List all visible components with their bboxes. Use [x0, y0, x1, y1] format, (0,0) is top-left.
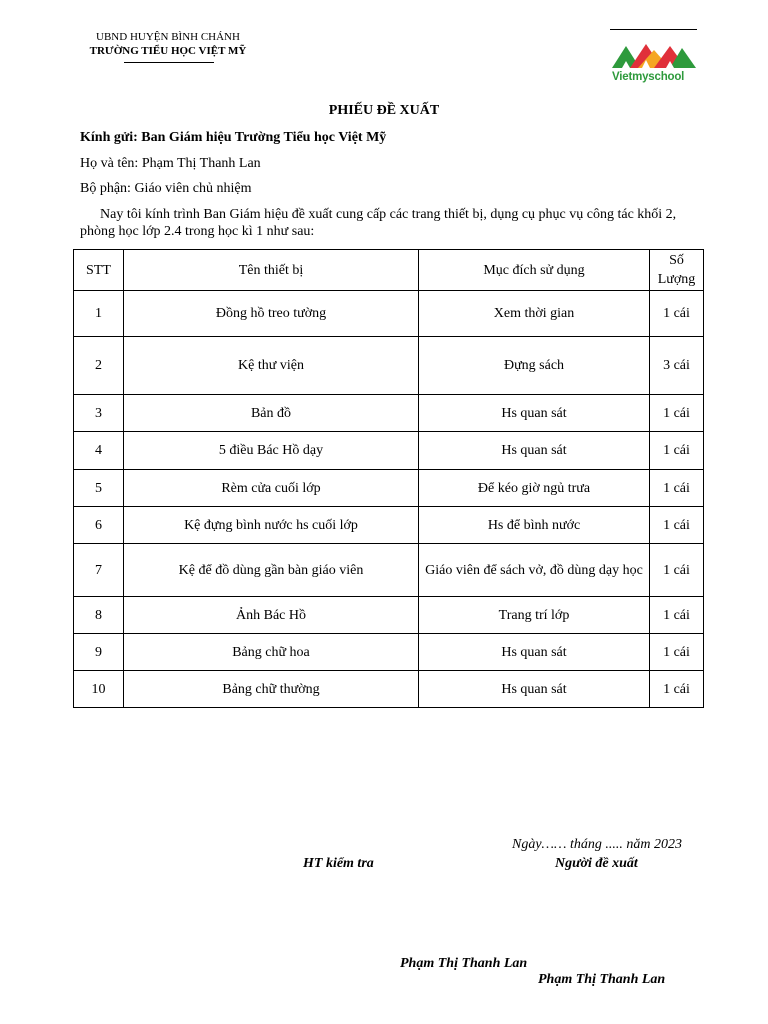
- row-purpose: Đựng sách: [419, 337, 650, 395]
- table-header-row: [74, 250, 704, 291]
- vietmyschool-logo: [608, 42, 700, 86]
- row-device: Rèm cửa cuối lớp: [124, 470, 419, 507]
- row-stt: 8: [74, 597, 124, 634]
- row-device: Bản đồ: [124, 395, 419, 432]
- row-quantity: 1 cái: [650, 432, 704, 470]
- department-line: Bộ phận: Giáo viên chủ nhiệm: [80, 181, 252, 196]
- row-stt: 10: [74, 671, 124, 708]
- table-row: [74, 597, 704, 634]
- date-line: Ngày…… tháng ..... năm 2023: [512, 837, 682, 852]
- row-stt: 6: [74, 507, 124, 544]
- authority-name: UBND HUYỆN BÌNH CHÁNH: [96, 31, 240, 43]
- header-device-name: Tên thiết bị: [124, 250, 419, 291]
- mountains-logo-icon: [608, 42, 700, 70]
- row-stt: 9: [74, 634, 124, 671]
- row-device: Kệ để đồ dùng gần bàn giáo viên: [124, 544, 419, 597]
- row-purpose: Giáo viên để sách vở, đồ dùng dạy học: [419, 544, 650, 597]
- recipient-line: Kính gửi: Ban Giám hiệu Trường Tiểu học Việt Mỹ: [80, 130, 387, 145]
- row-quantity: 1 cái: [650, 291, 704, 337]
- row-quantity: 3 cái: [650, 337, 704, 395]
- table-row: [74, 671, 704, 708]
- row-stt: 5: [74, 470, 124, 507]
- document-title: PHIẾU ĐỀ XUẤT: [328, 103, 440, 118]
- row-purpose: Hs quan sát: [419, 671, 650, 708]
- row-device: Ảnh Bác Hồ: [124, 597, 419, 634]
- name-line: Họ và tên: Phạm Thị Thanh Lan: [80, 156, 261, 171]
- table-row: [74, 470, 704, 507]
- principal-check-title: HT kiểm tra: [303, 856, 374, 871]
- equipment-table: [73, 249, 704, 708]
- header-quantity: Số Lượng: [650, 250, 704, 291]
- row-device: Kệ đựng bình nước hs cuối lớp: [124, 507, 419, 544]
- row-quantity: 1 cái: [650, 507, 704, 544]
- row-quantity: 1 cái: [650, 634, 704, 671]
- row-quantity: 1 cái: [650, 671, 704, 708]
- table-row: [74, 544, 704, 597]
- row-purpose: Xem thời gian: [419, 291, 650, 337]
- row-purpose: Hs quan sát: [419, 634, 650, 671]
- table-row: [74, 507, 704, 544]
- row-quantity: 1 cái: [650, 544, 704, 597]
- row-quantity: 1 cái: [650, 470, 704, 507]
- row-device: 5 điều Bác Hồ dạy: [124, 432, 419, 470]
- row-stt: 4: [74, 432, 124, 470]
- table-row: [74, 634, 704, 671]
- row-purpose: Trang trí lớp: [419, 597, 650, 634]
- row-quantity: 1 cái: [650, 597, 704, 634]
- header-purpose: Mục đích sử dụng: [419, 250, 650, 291]
- proposer-title: Người đề xuất: [555, 856, 638, 871]
- school-name: TRƯỜNG TIỂU HỌC VIỆT MỸ: [89, 45, 247, 57]
- table-row: [74, 291, 704, 337]
- header-underline: [124, 62, 214, 63]
- row-purpose: Để kéo giờ ngủ trưa: [419, 470, 650, 507]
- logo-text: Vietmyschool: [612, 71, 685, 83]
- intro-paragraph: Nay tôi kính trình Ban Giám hiệu đề xuất cung cấp các trang thiết bị, dụng cụ phục vụ công tác khối 2, phòng học lớp 2.4 trong học kì 1 như sau:: [80, 207, 677, 239]
- row-stt: 1: [74, 291, 124, 337]
- table-row: [74, 432, 704, 470]
- row-device: Bảng chữ thường: [124, 671, 419, 708]
- row-stt: 2: [74, 337, 124, 395]
- row-stt: 3: [74, 395, 124, 432]
- header-stt: STT: [74, 250, 124, 291]
- school-header: [78, 30, 258, 58]
- table-row: [74, 337, 704, 395]
- row-purpose: Hs quan sát: [419, 432, 650, 470]
- row-purpose: Hs quan sát: [419, 395, 650, 432]
- signer-name-left: Phạm Thị Thanh Lan: [400, 956, 528, 971]
- row-purpose: Hs để bình nước: [419, 507, 650, 544]
- row-quantity: 1 cái: [650, 395, 704, 432]
- logo-top-rule: [610, 29, 697, 30]
- row-device: Kệ thư viện: [124, 337, 419, 395]
- row-stt: 7: [74, 544, 124, 597]
- table-row: [74, 395, 704, 432]
- row-device: Bảng chữ hoa: [124, 634, 419, 671]
- row-device: Đồng hồ treo tường: [124, 291, 419, 337]
- signer-name-right: Phạm Thị Thanh Lan: [538, 972, 666, 987]
